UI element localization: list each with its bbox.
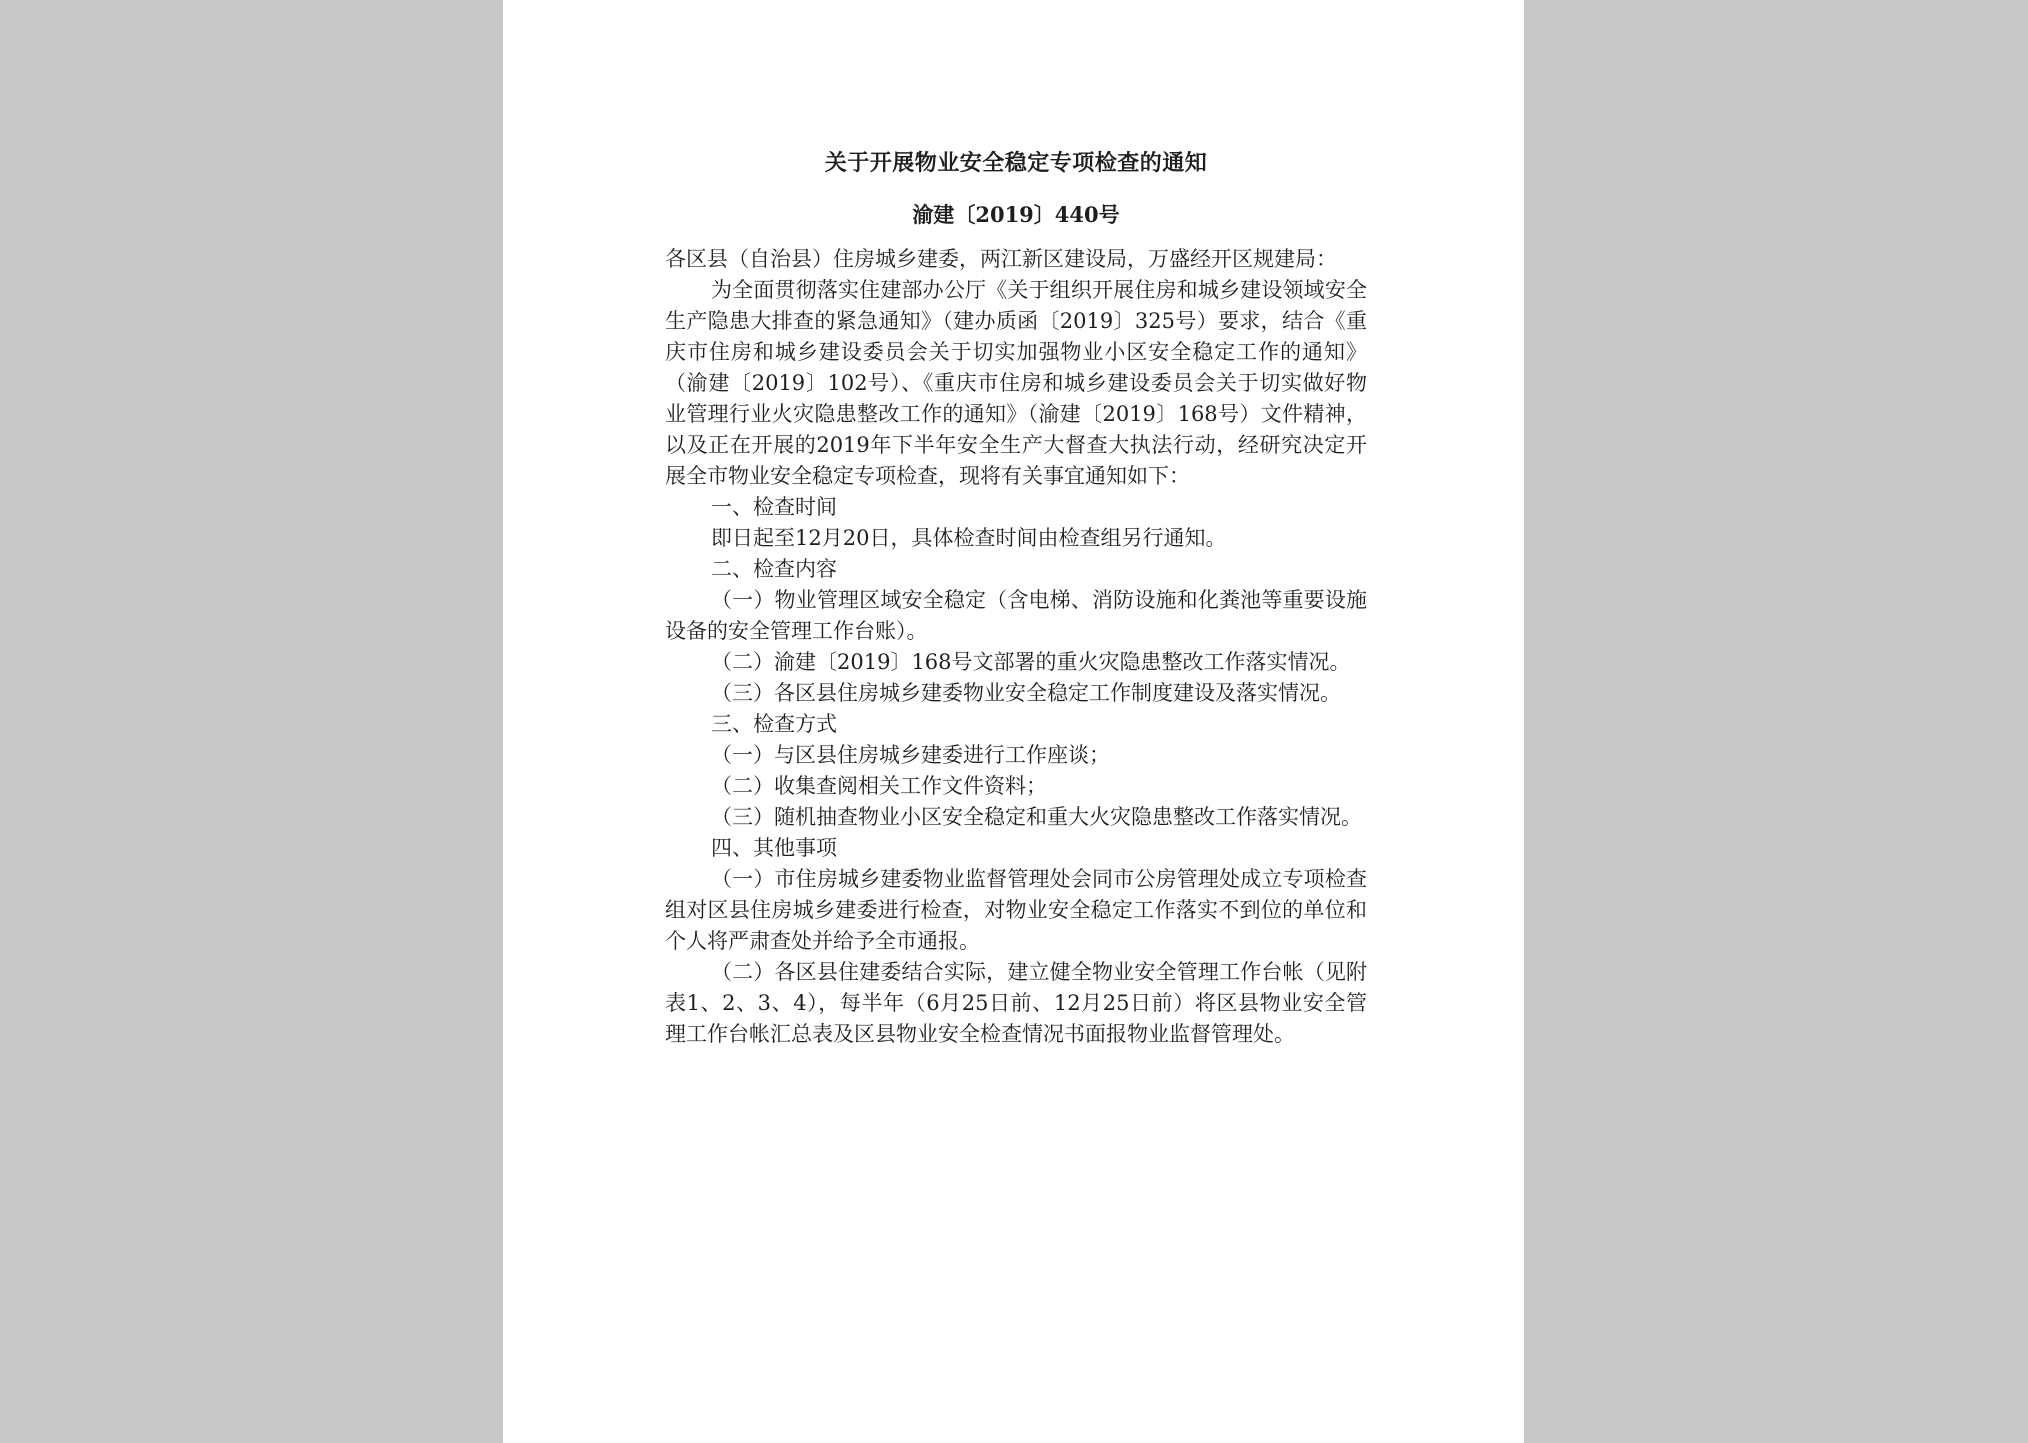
method-item-2: （二）收集查阅相关工作文件资料；: [711, 774, 1047, 798]
content-item-3: （三）各区县住房城乡建委物业安全稳定工作制度建设及落实情况。: [711, 681, 1341, 705]
document-title: 关于开展物业安全稳定专项检查的通知: [824, 150, 1208, 176]
section-heading-other: 四、其他事项: [711, 836, 837, 860]
time-paragraph: 即日起至12月20日，具体检查时间由检查组另行通知。: [711, 526, 1227, 550]
method-item-3: （三）随机抽查物业小区安全稳定和重大火灾隐患整改工作落实情况。: [711, 805, 1362, 829]
section-heading-method: 三、检查方式: [711, 712, 837, 736]
method-item-1: （一）与区县住房城乡建委进行工作座谈；: [711, 743, 1110, 767]
document-body: [665, 148, 1367, 1050]
intro-paragraph: 为全面贯彻落实住建部办公厅《关于组织开展住房和城乡建设领域安全生产隐患大排查的紧急通知》（建办质函〔2019〕325号）要求，结合《重庆市住房和城乡建设委员会关于切实加强物业小区安全稳定工作的通知》（渝建〔2019〕102号）、《重庆市住房和城乡建设委员会关于切实做好物业管理行业火灾隐患整改工作的通知》（渝建〔2019〕168号）文件精神，以及正在开展的2019年下半年安全生产大督查大执法行动，经研究决定开展全市物业安全稳定专项检查，现将有关事宜通知如下：: [665, 278, 1367, 488]
content-item-1: （一）物业管理区域安全稳定（含电梯、消防设施和化粪池等重要设施设备的安全管理工作台账）。: [665, 588, 1367, 643]
document-number: 渝建〔2019〕440号: [912, 202, 1120, 227]
content-item-2: （二）渝建〔2019〕168号文部署的重火灾隐患整改工作落实情况。: [711, 650, 1351, 674]
document-page: [503, 0, 1524, 1443]
other-item-2: （二）各区县住建委结合实际，建立健全物业安全管理工作台帐（见附表1、2、3、4），每半年（6月25日前、12月25日前）将区县物业安全管理工作台帐汇总表及区县物业安全检查情况书面报物业监督管理处。: [665, 960, 1367, 1046]
section-heading-content: 二、检查内容: [711, 557, 837, 581]
other-item-1: （一）市住房城乡建委物业监督管理处会同市公房管理处成立专项检查组对区县住房城乡建委进行检查，对物业安全稳定工作落实不到位的单位和个人将严肃查处并给予全市通报。: [665, 867, 1367, 953]
addressee-paragraph: 各区县（自治县）住房城乡建委，两江新区建设局，万盛经开区规建局：: [665, 247, 1337, 271]
section-heading-time: 一、检查时间: [711, 495, 837, 519]
